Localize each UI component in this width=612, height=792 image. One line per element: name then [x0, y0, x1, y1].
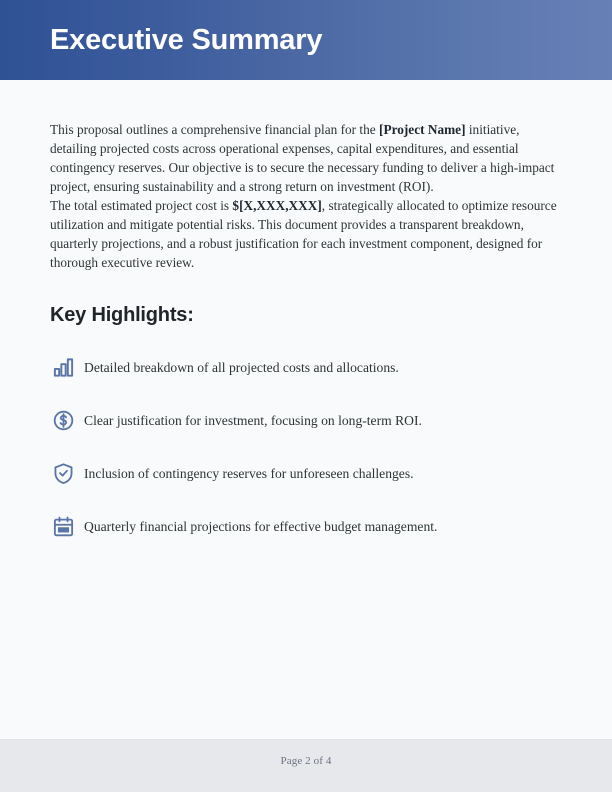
- paragraph-2-text-after: , strategically allocated to optimize resource utilization and mitigate potential risks. This document provides a transparent breakdown, quarterly projections, and a robust justification for each investment component, designed for thorough executive review.: [50, 198, 557, 270]
- paragraph-1-text-after: initiative, detailing projected costs across operational expenses, capital expenditures, and essential contingency reserves. Our objective is to secure the necessary funding to deliver a high-impact project, ensuring sustainability and a strong return on investment (ROI).: [50, 122, 555, 194]
- highlight-item: [50, 508, 562, 544]
- project-name-placeholder: [Project Name]: [379, 122, 466, 137]
- bar-chart-icon: [50, 354, 84, 380]
- key-highlights-heading: Key Highlights:: [50, 304, 194, 326]
- document-content: [0, 80, 612, 739]
- highlight-item: [50, 402, 562, 438]
- intro-paragraph-1: [50, 120, 562, 196]
- highlight-item-label: Clear justification for investment, focusing on long-term ROI.: [84, 412, 422, 428]
- highlight-item-label: Inclusion of contingency reserves for unforeseen challenges.: [84, 465, 414, 481]
- total-cost-placeholder: $[X,XXX,XXX]: [232, 198, 322, 213]
- page-title: Executive Summary: [50, 23, 323, 56]
- key-highlights-list: [50, 349, 562, 544]
- calendar-icon: [50, 513, 84, 539]
- paragraph-1-text-before: This proposal outlines a comprehensive financial plan for the: [50, 122, 380, 137]
- highlight-item: [50, 349, 562, 385]
- intro-paragraph-2: [50, 196, 562, 272]
- page-footer: [0, 739, 612, 792]
- page-header: [0, 0, 612, 80]
- highlight-item: [50, 455, 562, 491]
- highlight-item-label: Quarterly financial projections for effective budget management.: [84, 518, 438, 534]
- dollar-circle-icon: [50, 407, 84, 433]
- shield-check-icon: [50, 460, 84, 486]
- page-number-label: Page 2 of 4: [280, 755, 332, 767]
- paragraph-2-text-before: The total estimated project cost is: [50, 198, 233, 213]
- highlight-item-label: Detailed breakdown of all projected costs and allocations.: [84, 359, 399, 375]
